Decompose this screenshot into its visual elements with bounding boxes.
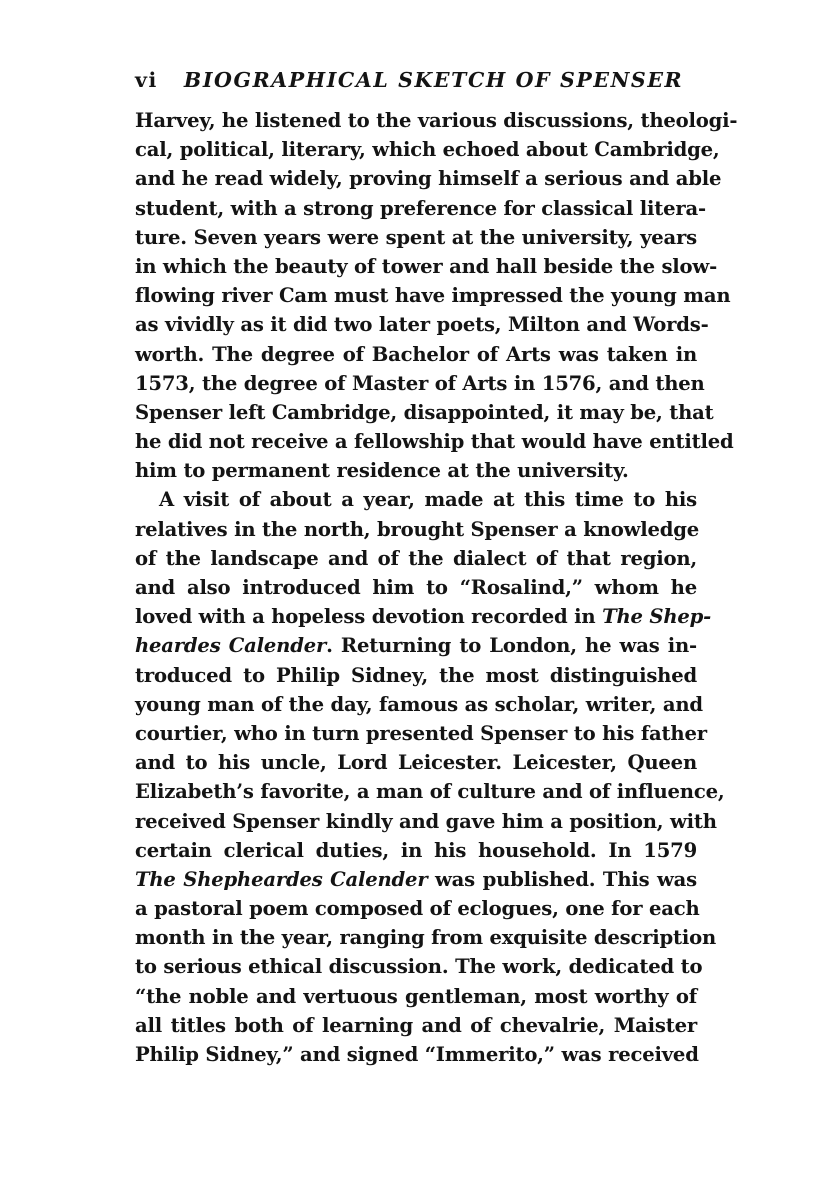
text-line: to serious ethical discussion. The work, dedicated to bbox=[135, 955, 703, 979]
text-line: and also introduced him to “Rosalind,” whom he bbox=[135, 576, 697, 599]
text-line: certain clerical duties, in his household. In 1579 bbox=[135, 838, 697, 862]
text-line: “the noble and vertuous gentleman, most worthy of bbox=[135, 984, 697, 1008]
text-line: all titles both of learning and of chevalrie, Maister bbox=[135, 1013, 697, 1037]
text-line: and to his uncle, Lord Leicester. Leicester, Queen bbox=[135, 751, 697, 775]
paragraph-1 bbox=[135, 106, 738, 485]
text-line: of the landscape and of the dialect of that region, bbox=[135, 546, 697, 570]
text-line: in which the beauty of tower and hall beside the slow- bbox=[135, 254, 717, 278]
text-fragment: was published. This was bbox=[427, 867, 697, 891]
text-line: as vividly as it did two later poets, Milton and Words- bbox=[135, 313, 709, 337]
text-line bbox=[135, 631, 697, 660]
text-line bbox=[135, 602, 712, 631]
text-line: relatives in the north, brought Spenser a knowledge bbox=[135, 517, 700, 541]
text-line: him to permanent residence at the university. bbox=[135, 459, 629, 483]
text-line: courtier, who in turn presented Spenser to his father bbox=[135, 721, 707, 745]
running-title: BIOGRAPHICAL SKETCH OF SPENSER bbox=[183, 68, 684, 92]
book-title-italic: The Shep- bbox=[602, 605, 712, 629]
text-fragment: . Returning to London, he was in- bbox=[326, 634, 697, 658]
text-fragment: loved with a hopeless devotion recorded in bbox=[135, 605, 603, 629]
text-line: 1573, the degree of Master of Arts in 1576, and then bbox=[135, 371, 705, 395]
text-line: Harvey, he listened to the various discussions, theologi- bbox=[135, 109, 738, 132]
text-line: received Spenser kindly and gave him a position, with bbox=[135, 809, 717, 833]
book-page bbox=[135, 60, 738, 1160]
text-line: ture. Seven years were spent at the university, years bbox=[135, 225, 697, 249]
body-text bbox=[135, 106, 738, 1069]
book-title-italic: The Shepheardes Calender bbox=[135, 867, 428, 891]
page-number: vi bbox=[135, 68, 158, 92]
book-title-italic: heardes Calender bbox=[135, 634, 327, 658]
text-line: and he read widely, proving himself a serious and able bbox=[135, 167, 722, 191]
text-line: student, with a strong preference for classical litera- bbox=[135, 196, 706, 220]
text-line: Elizabeth’s favorite, a man of culture and of influence, bbox=[135, 780, 725, 804]
text-line: A visit of about a year, made at this time to his bbox=[159, 488, 697, 512]
text-line: young man of the day, famous as scholar, writer, and bbox=[135, 692, 703, 716]
text-line: cal, political, literary, which echoed about Cambridge, bbox=[135, 138, 720, 162]
text-line: flowing river Cam must have impressed the young man bbox=[135, 284, 731, 308]
paragraph-2 bbox=[135, 485, 725, 1069]
text-line: troduced to Philip Sidney, the most distinguished bbox=[135, 663, 697, 687]
text-line: a pastoral poem composed of eclogues, one for each bbox=[135, 897, 700, 921]
running-head bbox=[135, 68, 697, 100]
text-line: Spenser left Cambridge, disappointed, it may be, that bbox=[135, 400, 714, 424]
text-line bbox=[135, 865, 697, 894]
text-line: Philip Sidney,” and signed “Immerito,” was received bbox=[135, 1043, 699, 1066]
text-line: month in the year, ranging from exquisite description bbox=[135, 926, 717, 950]
text-line: worth. The degree of Bachelor of Arts was taken in bbox=[135, 342, 697, 366]
text-line: he did not receive a fellowship that would have entitled bbox=[135, 430, 734, 454]
